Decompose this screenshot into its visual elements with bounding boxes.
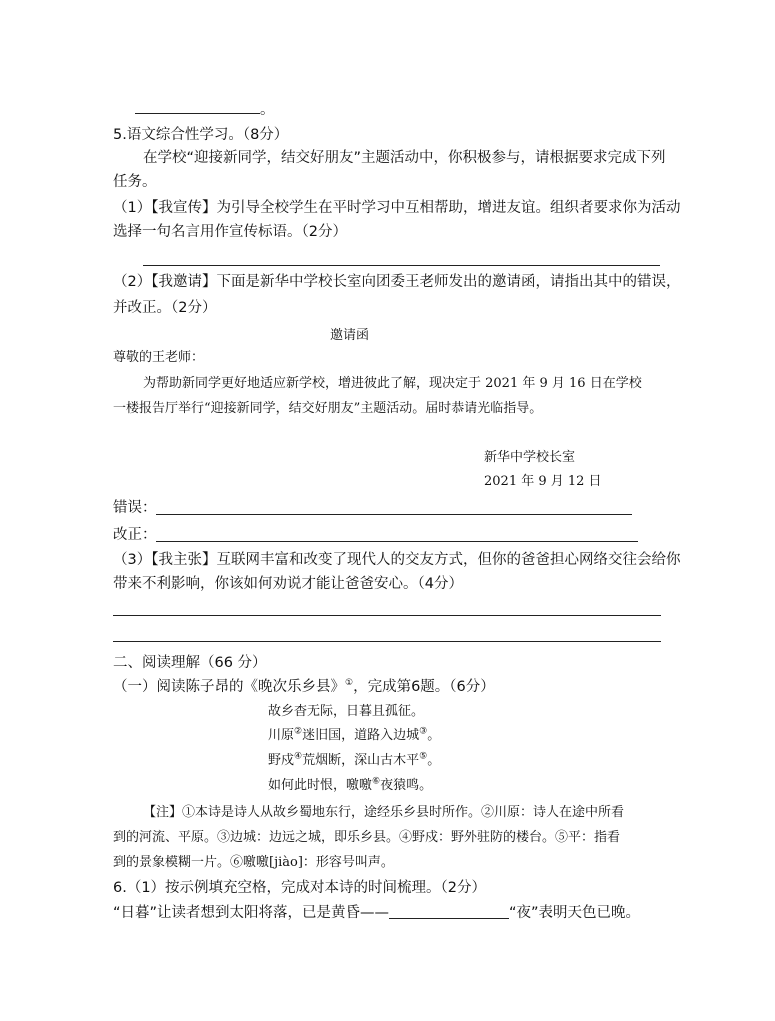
q5-p1-line1: （1）【我宣传】为引导全校学生在平时学习中互相帮助，增进友谊。组织者要求你为活动 bbox=[113, 200, 681, 216]
error-label: 错误： bbox=[113, 500, 157, 516]
fix-answer-line[interactable] bbox=[156, 541, 638, 542]
q5-intro-line1: 在学校“迎接新同学，结交好朋友”主题活动中，你积极参与，请根据要求完成下列 bbox=[143, 150, 666, 166]
notes-line-2: 到的河流、平原。③边城：边远之城，即乐乡县。④野戍：野外驻防的楼台。⑤平：指看 bbox=[113, 830, 621, 845]
note-mark-1: ① bbox=[345, 678, 354, 689]
poem-line-2a: 川原 bbox=[268, 728, 295, 743]
q5-p2-line2: 并改正。（2分） bbox=[113, 300, 217, 316]
q5-p3-line1: （3）【我主张】互联网丰富和改变了现代人的交友方式，但你的爸爸担心网络交往会给你 bbox=[113, 552, 681, 568]
letter-body-line1: 为帮助新同学更好地适应新学校，增进彼此了解，现决定于 2021 年 9 月 16 日在学校 bbox=[143, 376, 642, 391]
notes-line-3: 到的景象模糊一片。⑥噭噭[jiào]：形容号叫声。 bbox=[113, 855, 394, 870]
answer-blank-top[interactable] bbox=[135, 113, 260, 114]
poem-line-3a: 野戍 bbox=[268, 753, 295, 768]
note-mark-3: ③ bbox=[419, 726, 428, 737]
answer-line-slogan[interactable] bbox=[143, 265, 660, 266]
letter-body-line2: 一楼报告厅举行“迎接新同学，结交好朋友”主题活动。届时恭请光临指导。 bbox=[113, 401, 543, 416]
period-mark: 。 bbox=[260, 102, 275, 118]
q5-p3-line2: 带来不利影响，你该如何劝说才能让爸爸安心。（4分） bbox=[113, 576, 463, 592]
letter-salutation: 尊敬的王老师： bbox=[113, 350, 205, 365]
poem-line-3b: 荒烟断，深山古木平 bbox=[302, 753, 420, 768]
poem-line-2c: 。 bbox=[427, 728, 441, 743]
fix-label: 改正： bbox=[113, 527, 157, 543]
poem-line-2b: 迷旧国，道路入边城 bbox=[302, 728, 420, 743]
letter-title: 邀请函 bbox=[330, 328, 370, 343]
q6-example-b: “夜”表明天色已晚。 bbox=[509, 905, 641, 921]
q6-example bbox=[113, 903, 640, 923]
section2-heading: 二、阅读理解（66 分） bbox=[113, 655, 267, 671]
answer-line-persuade-1[interactable] bbox=[113, 615, 661, 616]
poem-line-4a: 如何此时恨，噭噭 bbox=[268, 778, 373, 793]
part1-text: （一）阅读陈子昂的《晚次乐乡县》 bbox=[113, 679, 345, 695]
poem-line-4 bbox=[268, 776, 432, 796]
answer-line-persuade-2[interactable] bbox=[113, 641, 661, 642]
q6-answer-blank[interactable] bbox=[389, 904, 509, 919]
notes-line-1: 【注】①本诗是诗人从故乡蜀地东行，途经乐乡县时所作。②川原：诗人在途中所看 bbox=[143, 805, 625, 820]
q6-line: 6.（1）按示例填充空格，完成对本诗的时间梳理。（2分） bbox=[113, 880, 487, 896]
letter-date: 2021 年 9 月 12 日 bbox=[484, 474, 602, 489]
note-mark-2: ② bbox=[294, 726, 303, 737]
poem-line-4b: 夜猿鸣。 bbox=[380, 778, 433, 793]
poem-line-1: 故乡杳无际，日暮且孤征。 bbox=[268, 704, 425, 719]
q5-p2-line1: （2）【我邀请】下面是新华中学校长室向团委王老师发出的邀请函，请指出其中的错误， bbox=[113, 274, 681, 290]
poem-line-3c: 。 bbox=[427, 753, 441, 768]
poem-line-2 bbox=[268, 726, 440, 746]
note-mark-5: ⑤ bbox=[419, 751, 428, 762]
note-mark-6: ⑥ bbox=[372, 776, 381, 787]
q5-intro-line2: 任务。 bbox=[113, 174, 157, 190]
q5-p1-line2: 选择一句名言用作宣传标语。（2分） bbox=[113, 224, 347, 240]
q6-example-a: “日暮”让读者想到太阳将落，已是黄昏—— bbox=[113, 905, 390, 921]
letter-signer: 新华中学校长室 bbox=[484, 450, 576, 465]
q5-heading: 5.语文综合性学习。（8分） bbox=[113, 127, 289, 143]
part1-tail: ，完成第6题。（6分） bbox=[353, 679, 495, 695]
error-answer-line[interactable] bbox=[156, 514, 632, 515]
part1-heading bbox=[113, 677, 495, 697]
poem-line-3 bbox=[268, 751, 440, 771]
note-mark-4: ④ bbox=[294, 751, 303, 762]
